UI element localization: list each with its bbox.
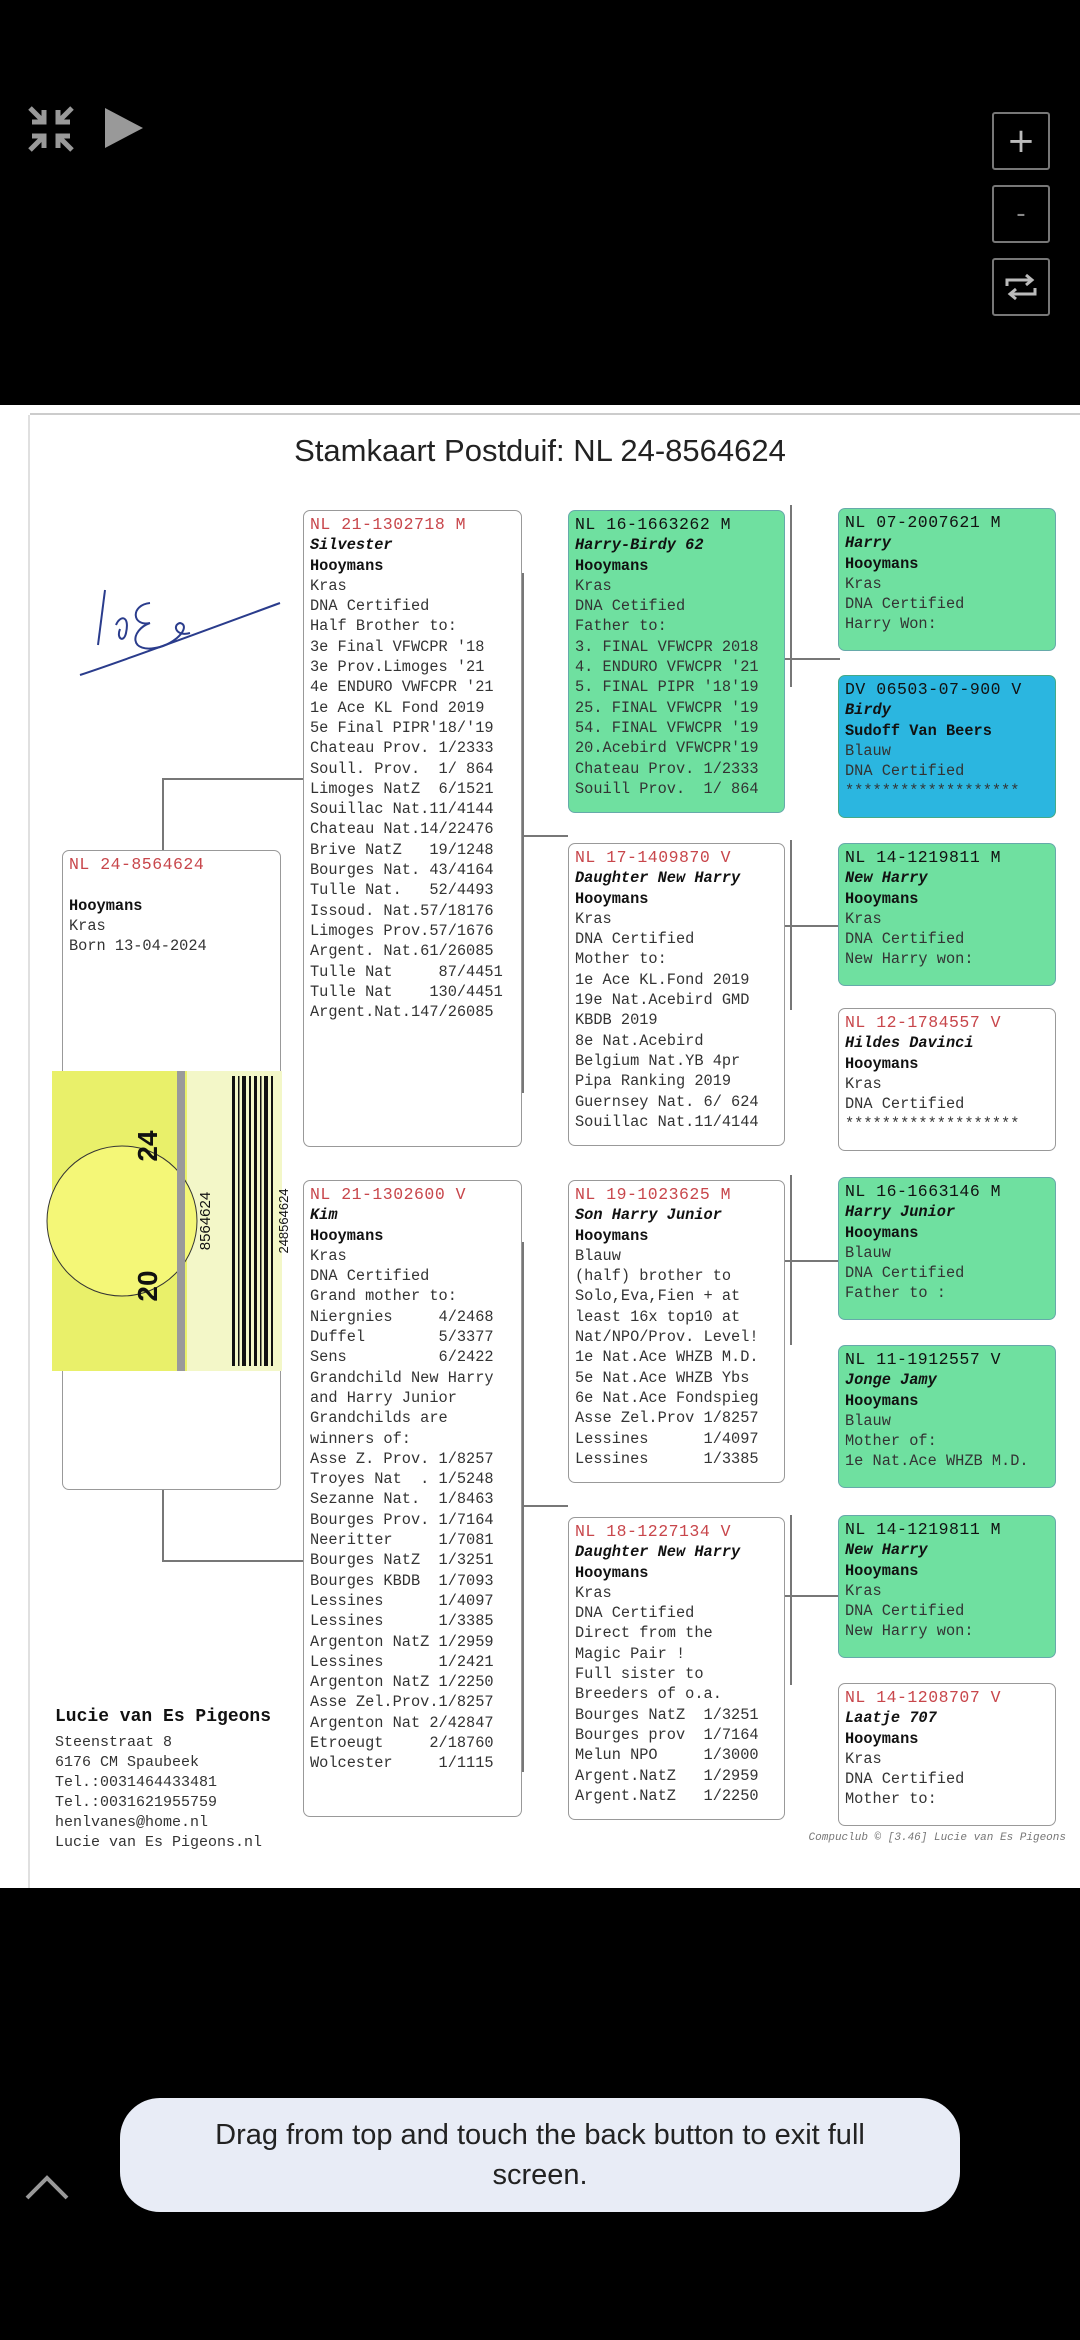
- breeder-contact: [55, 1707, 271, 1853]
- zoom-out-button[interactable]: -: [992, 185, 1050, 243]
- pedigree-line: 3e Final VFWCPR '18: [310, 637, 485, 656]
- pedigree-line: Tulle Nat 87/4451: [310, 962, 503, 981]
- connector-line: [162, 1560, 304, 1562]
- pedigree-line: Lessines 1/2421: [310, 1652, 494, 1671]
- pedigree-line: Lessines 1/3385: [310, 1612, 494, 1631]
- pedigree-line: 5. FINAL PIPR '18'19: [575, 678, 759, 697]
- dam-card[interactable]: [303, 1180, 522, 1817]
- breeder-name: Hooymans: [845, 1391, 919, 1410]
- breeder-name: Hooymans: [310, 556, 384, 575]
- pigeon-name: Daughter New Harry: [575, 1543, 741, 1562]
- great-grandparent-card[interactable]: [838, 1177, 1056, 1320]
- address-line: 6176 CM Spaubeek: [55, 1754, 200, 1771]
- pedigree-line: Niergnies 4/2468: [310, 1307, 494, 1326]
- pedigree-line: Sens 6/2422: [310, 1348, 494, 1367]
- great-grandparent-card[interactable]: [838, 1683, 1056, 1826]
- pedigree-line: Chateau Nat.14/22476: [310, 820, 494, 839]
- subject-line: Kras: [69, 916, 106, 935]
- pedigree-line: (half) brother to: [575, 1267, 732, 1286]
- pedigree-line: Argent.NatZ 1/2959: [575, 1766, 759, 1785]
- pedigree-line: Troyes Nat . 1/5248: [310, 1470, 494, 1489]
- pedigree-line: New Harry won:: [845, 1622, 974, 1641]
- ring-number: NL 12-1784557 V: [845, 1013, 1002, 1032]
- pedigree-line: 4. ENDURO VFWCPR '21: [575, 658, 759, 677]
- pedigree-line: Grand mother to:: [310, 1287, 457, 1306]
- pedigree-line: 1e Nat.Ace WHZB M.D.: [575, 1348, 759, 1367]
- pedigree-line: DNA Certified: [845, 595, 965, 614]
- ring-number: NL 07-2007621 M: [845, 513, 1002, 532]
- pedigree-line: Souillac Nat.11/4144: [575, 1112, 759, 1131]
- pedigree-line: and Harry Junior: [310, 1388, 457, 1407]
- breeder-name: Hooymans: [845, 554, 919, 573]
- pedigree-line: Kras: [845, 1581, 882, 1600]
- pedigree-line: Kras: [845, 1074, 882, 1093]
- pedigree-line: Direct from the: [575, 1624, 713, 1643]
- ring-card-number: 8564624: [197, 1191, 214, 1251]
- pedigree-line: Asse Zel.Prov.1/8257: [310, 1693, 494, 1712]
- pedigree-line: Argenton Nat 2/42847: [310, 1713, 494, 1732]
- pedigree-line: 20.Acebird VFWCPR'19: [575, 739, 759, 758]
- breeder-address: [55, 1733, 271, 1853]
- pedigree-line: Chateau Prov. 1/2333: [310, 739, 494, 758]
- pedigree-line: Asse Z. Prov. 1/8257: [310, 1449, 494, 1468]
- pedigree-line: 1e Ace KL Fond 2019: [310, 698, 485, 717]
- pedigree-line: Kras: [845, 574, 882, 593]
- fullscreen-exit-icon[interactable]: [28, 106, 74, 152]
- ring-number: NL 21-1302600 V: [310, 1185, 467, 1204]
- connector-line: [522, 1242, 524, 1772]
- signature: [80, 575, 285, 685]
- grandparent-card[interactable]: [568, 510, 785, 813]
- pigeon-name: Silvester: [310, 536, 393, 555]
- pedigree-line: Souillac Nat.11/4144: [310, 800, 494, 819]
- ring-number: NL 14-1219811 M: [845, 848, 1002, 867]
- pedigree-line: 25. FINAL VFWCPR '19: [575, 698, 759, 717]
- pedigree-line: 4e ENDURO VWFCPR '21: [310, 678, 494, 697]
- software-credit: Compuclub © [3.46] Lucie van Es Pigeons: [808, 1832, 1066, 1844]
- pedigree-line: Guernsey Nat. 6/ 624: [575, 1092, 759, 1111]
- subject-line: Hooymans: [69, 896, 143, 915]
- pedigree-line: Neeritter 1/7081: [310, 1531, 494, 1550]
- rotate-icon: [1003, 274, 1039, 300]
- pedigree-line: Lessines 1/3385: [575, 1449, 759, 1468]
- ring-number: NL 14-1208707 V: [845, 1688, 1002, 1707]
- pedigree-line: Kras: [575, 909, 612, 928]
- pedigree-line: Bourges Prov. 1/7164: [310, 1510, 494, 1529]
- pedigree-line: 1e Nat.Ace WHZB M.D.: [845, 1452, 1029, 1471]
- pedigree-line: 5e Final PIPR'18/'19: [310, 718, 494, 737]
- pedigree-line: New Harry won:: [845, 950, 974, 969]
- address-line: Steenstraat 8: [55, 1734, 173, 1751]
- pedigree-line: 8e Nat.Acebird: [575, 1031, 704, 1050]
- pedigree-line: Bourges NatZ 1/3251: [310, 1551, 494, 1570]
- great-grandparent-card[interactable]: [838, 1345, 1056, 1488]
- breeder-name: Sudoff Van Beers: [845, 721, 992, 740]
- pigeon-name: Hildes Davinci: [845, 1034, 974, 1053]
- connector-line: [785, 1595, 840, 1597]
- pedigree-line: DNA Certified: [845, 762, 965, 781]
- breeder-name: Hooymans: [845, 1054, 919, 1073]
- pedigree-line: DNA Certified: [575, 930, 695, 949]
- pedigree-line: Kras: [845, 909, 882, 928]
- pedigree-line: Wolcester 1/1115: [310, 1754, 494, 1773]
- chevron-up-icon[interactable]: [24, 2172, 70, 2202]
- subject-details: [69, 875, 274, 956]
- great-grandparent-card[interactable]: [838, 675, 1056, 818]
- breeder-name: Hooymans: [845, 1223, 919, 1242]
- pedigree-line: Sezanne Nat. 1/8463: [310, 1490, 494, 1509]
- pedigree-line: KBDB 2019: [575, 1011, 658, 1030]
- pedigree-line: DNA Certified: [845, 930, 965, 949]
- ring-card-year-right: 24: [132, 1130, 163, 1162]
- pedigree-line: 5e Nat.Ace WHZB Ybs: [575, 1368, 750, 1387]
- breeder-name: Hooymans: [845, 889, 919, 908]
- pedigree-line: DNA Certified: [845, 1264, 965, 1283]
- address-line: henlvanes@home.nl: [55, 1814, 209, 1831]
- pedigree-line: Kras: [575, 576, 612, 595]
- ring-number: NL 16-1663262 M: [575, 515, 732, 534]
- pedigree-line: DNA Certified: [575, 1604, 695, 1623]
- address-line: Tel.:0031464433481: [55, 1774, 218, 1791]
- pedigree-line: DNA Certified: [845, 1095, 965, 1114]
- breeder-name: Hooymans: [575, 1226, 649, 1245]
- pedigree-line: DNA Certified: [310, 597, 430, 616]
- pedigree-line: Argent. Nat.61/26085: [310, 942, 494, 961]
- pedigree-line: Solo,Eva,Fien + at: [575, 1287, 741, 1306]
- pedigree-line: Argenton NatZ 1/2250: [310, 1673, 494, 1692]
- pedigree-line: 3e Prov.Limoges '21: [310, 658, 485, 677]
- pigeon-name: Jonge Jamy: [845, 1371, 937, 1390]
- great-grandparent-card[interactable]: [838, 1515, 1056, 1658]
- pedigree-line: least 16x top10 at: [575, 1307, 741, 1326]
- connector-line: [785, 1260, 840, 1262]
- pigeon-name: Kim: [310, 1206, 338, 1225]
- connector-line: [790, 505, 792, 687]
- pedigree-line: DNA Certified: [310, 1267, 430, 1286]
- ring-certificate-image: [52, 1071, 291, 1371]
- ring-number: DV 06503-07-900 V: [845, 680, 1022, 699]
- ring-number: NL 14-1219811 M: [845, 1520, 1002, 1539]
- connector-line: [790, 1515, 792, 1685]
- breeder-name: Hooymans: [575, 556, 649, 575]
- subject-line: Born 13-04-2024: [69, 937, 207, 956]
- address-line: Lucie van Es Pigeons.nl: [55, 1834, 263, 1851]
- pedigree-line: 1e Ace KL.Fond 2019: [575, 970, 750, 989]
- fullscreen-toast: [120, 2098, 960, 2212]
- breeder-name: Hooymans: [575, 1563, 649, 1582]
- pigeon-name: Daughter New Harry: [575, 869, 741, 888]
- great-grandparent-card[interactable]: [838, 508, 1056, 651]
- document-edge: [30, 413, 1080, 415]
- pedigree-line: Bourges NatZ 1/3251: [575, 1705, 759, 1724]
- pedigree-line: Mother to:: [845, 1790, 937, 1809]
- connector-line: [785, 658, 840, 660]
- ring-number: NL 18-1227134 V: [575, 1522, 732, 1541]
- ring-number: NL 19-1023625 M: [575, 1185, 732, 1204]
- pedigree-line: 54. FINAL VFWCPR '19: [575, 718, 759, 737]
- pedigree-line: Blauw: [845, 741, 891, 760]
- pedigree-line: Breeders of o.a.: [575, 1685, 722, 1704]
- pedigree-line: *******************: [845, 782, 1020, 801]
- breeder-name: Hooymans: [845, 1729, 919, 1748]
- pedigree-line: Etroeugt 2/18760: [310, 1734, 494, 1753]
- document-title: Stamkaart Postduif: NL 24-8564624: [294, 433, 786, 468]
- pedigree-line: Argent.NatZ 1/2250: [575, 1786, 759, 1805]
- ring-card-year-left: 20: [132, 1270, 163, 1302]
- pigeon-name: Laatje 707: [845, 1709, 937, 1728]
- pedigree-line: DNA Certified: [845, 1602, 965, 1621]
- pedigree-line: Tulle Nat. 52/4493: [310, 881, 494, 900]
- pedigree-line: winners of:: [310, 1429, 411, 1448]
- subject-line: [69, 875, 274, 895]
- pedigree-line: Magic Pair !: [575, 1644, 686, 1663]
- pedigree-line: Lessines 1/4097: [575, 1429, 759, 1448]
- pedigree-line: Pipa Ranking 2019: [575, 1072, 732, 1091]
- pedigree-line: Argent.Nat.147/26085: [310, 1003, 494, 1022]
- pigeon-name: Son Harry Junior: [575, 1206, 722, 1225]
- great-grandparent-card[interactable]: [838, 843, 1056, 986]
- connector-line: [522, 1505, 568, 1507]
- pedigree-line: Grandchilds are: [310, 1409, 448, 1428]
- grandparent-card[interactable]: [568, 843, 785, 1146]
- pedigree-line: Issoud. Nat.57/18176: [310, 901, 494, 920]
- pedigree-line: 6e Nat.Ace Fondspieg: [575, 1388, 759, 1407]
- subject-ring-number: NL 24-8564624: [69, 855, 205, 874]
- pedigree-line: Chateau Prov. 1/2333: [575, 759, 759, 778]
- pedigree-line: Melun NPO 1/3000: [575, 1746, 759, 1765]
- pedigree-line: Kras: [845, 1749, 882, 1768]
- great-grandparent-card[interactable]: [838, 1008, 1056, 1151]
- pedigree-line: Blauw: [845, 1411, 891, 1430]
- connector-line: [785, 925, 840, 927]
- sire-card[interactable]: [303, 510, 522, 1147]
- pedigree-line: Soull. Prov. 1/ 864: [310, 759, 494, 778]
- pedigree-line: Bourges prov 1/7164: [575, 1725, 759, 1744]
- pedigree-line: Full sister to: [575, 1665, 704, 1684]
- pedigree-line: Mother of:: [845, 1432, 937, 1451]
- pedigree-line: Duffel 5/3377: [310, 1328, 494, 1347]
- breeder-name: Hooymans: [310, 1226, 384, 1245]
- ring-number: NL 17-1409870 V: [575, 848, 732, 867]
- pedigree-line: Harry Won:: [845, 615, 937, 634]
- grandparent-card[interactable]: [568, 1180, 785, 1483]
- pedigree-line: Nat/NPO/Prov. Level!: [575, 1328, 759, 1347]
- pedigree-line: *******************: [845, 1115, 1020, 1134]
- pedigree-line: Kras: [310, 1246, 347, 1265]
- connector-line: [162, 1485, 164, 1560]
- pedigree-line: Blauw: [845, 1243, 891, 1262]
- pigeon-name: Harry: [845, 534, 891, 553]
- ring-number: NL 21-1302718 M: [310, 515, 467, 534]
- pedigree-document[interactable]: [0, 405, 1080, 1888]
- pedigree-line: Grandchild New Harry: [310, 1368, 494, 1387]
- address-line: Tel.:0031621955759: [55, 1794, 218, 1811]
- breeder-name: Hooymans: [575, 889, 649, 908]
- pedigree-line: Argenton NatZ 1/2959: [310, 1632, 494, 1651]
- breeder-name: Lucie van Es Pigeons: [55, 1707, 272, 1727]
- pigeon-name: Harry Junior: [845, 1203, 956, 1222]
- pedigree-line: Brive NatZ 19/1248: [310, 840, 494, 859]
- pedigree-line: Mother to:: [575, 950, 667, 969]
- pedigree-line: Souill Prov. 1/ 864: [575, 779, 759, 798]
- pedigree-line: 19e Nat.Acebird GMD: [575, 991, 750, 1010]
- pigeon-name: Birdy: [845, 701, 891, 720]
- pedigree-line: Blauw: [575, 1246, 621, 1265]
- connector-line: [522, 835, 568, 837]
- pedigree-line: Lessines 1/4097: [310, 1591, 494, 1610]
- pedigree-line: Asse Zel.Prov 1/8257: [575, 1409, 759, 1428]
- pedigree-line: DNA Certified: [845, 1770, 965, 1789]
- grandparent-card[interactable]: [568, 1517, 785, 1820]
- pedigree-line: Bourges KBDB 1/7093: [310, 1571, 494, 1590]
- pedigree-line: DNA Cetified: [575, 597, 686, 616]
- breeder-name: Hooymans: [845, 1561, 919, 1580]
- pedigree-line: 3. FINAL VFWCPR 2018: [575, 637, 759, 656]
- ring-number: NL 11-1912557 V: [845, 1350, 1002, 1369]
- document-edge: [28, 415, 30, 1888]
- ring-number: NL 16-1663146 M: [845, 1182, 1002, 1201]
- connector-line: [162, 778, 164, 858]
- toast-message: Drag from top and touch the back button to exit full screen.: [215, 2119, 865, 2191]
- pigeon-name: Harry-Birdy 62: [575, 536, 704, 555]
- pedigree-line: Belgium Nat.YB 4pr: [575, 1051, 741, 1070]
- connector-line: [522, 573, 524, 1093]
- zoom-in-button[interactable]: +: [992, 112, 1050, 170]
- pedigree-line: Kras: [310, 576, 347, 595]
- pedigree-line: Limoges Prov.57/1676: [310, 921, 494, 940]
- pedigree-line: Half Brother to:: [310, 617, 457, 636]
- pigeon-name: New Harry: [845, 1541, 928, 1560]
- rotate-button[interactable]: [992, 258, 1050, 316]
- pigeon-name: New Harry: [845, 869, 928, 888]
- ring-card-barcode-number: 248564624: [276, 1188, 291, 1254]
- pedigree-line: Father to:: [575, 617, 667, 636]
- pedigree-line: Kras: [575, 1583, 612, 1602]
- pedigree-line: Bourges Nat. 43/4164: [310, 861, 494, 880]
- play-icon[interactable]: [103, 106, 145, 150]
- connector-line: [162, 778, 304, 780]
- pedigree-line: Father to :: [845, 1284, 946, 1303]
- pedigree-line: Tulle Nat 130/4451: [310, 982, 503, 1001]
- pedigree-line: Limoges NatZ 6/1521: [310, 779, 494, 798]
